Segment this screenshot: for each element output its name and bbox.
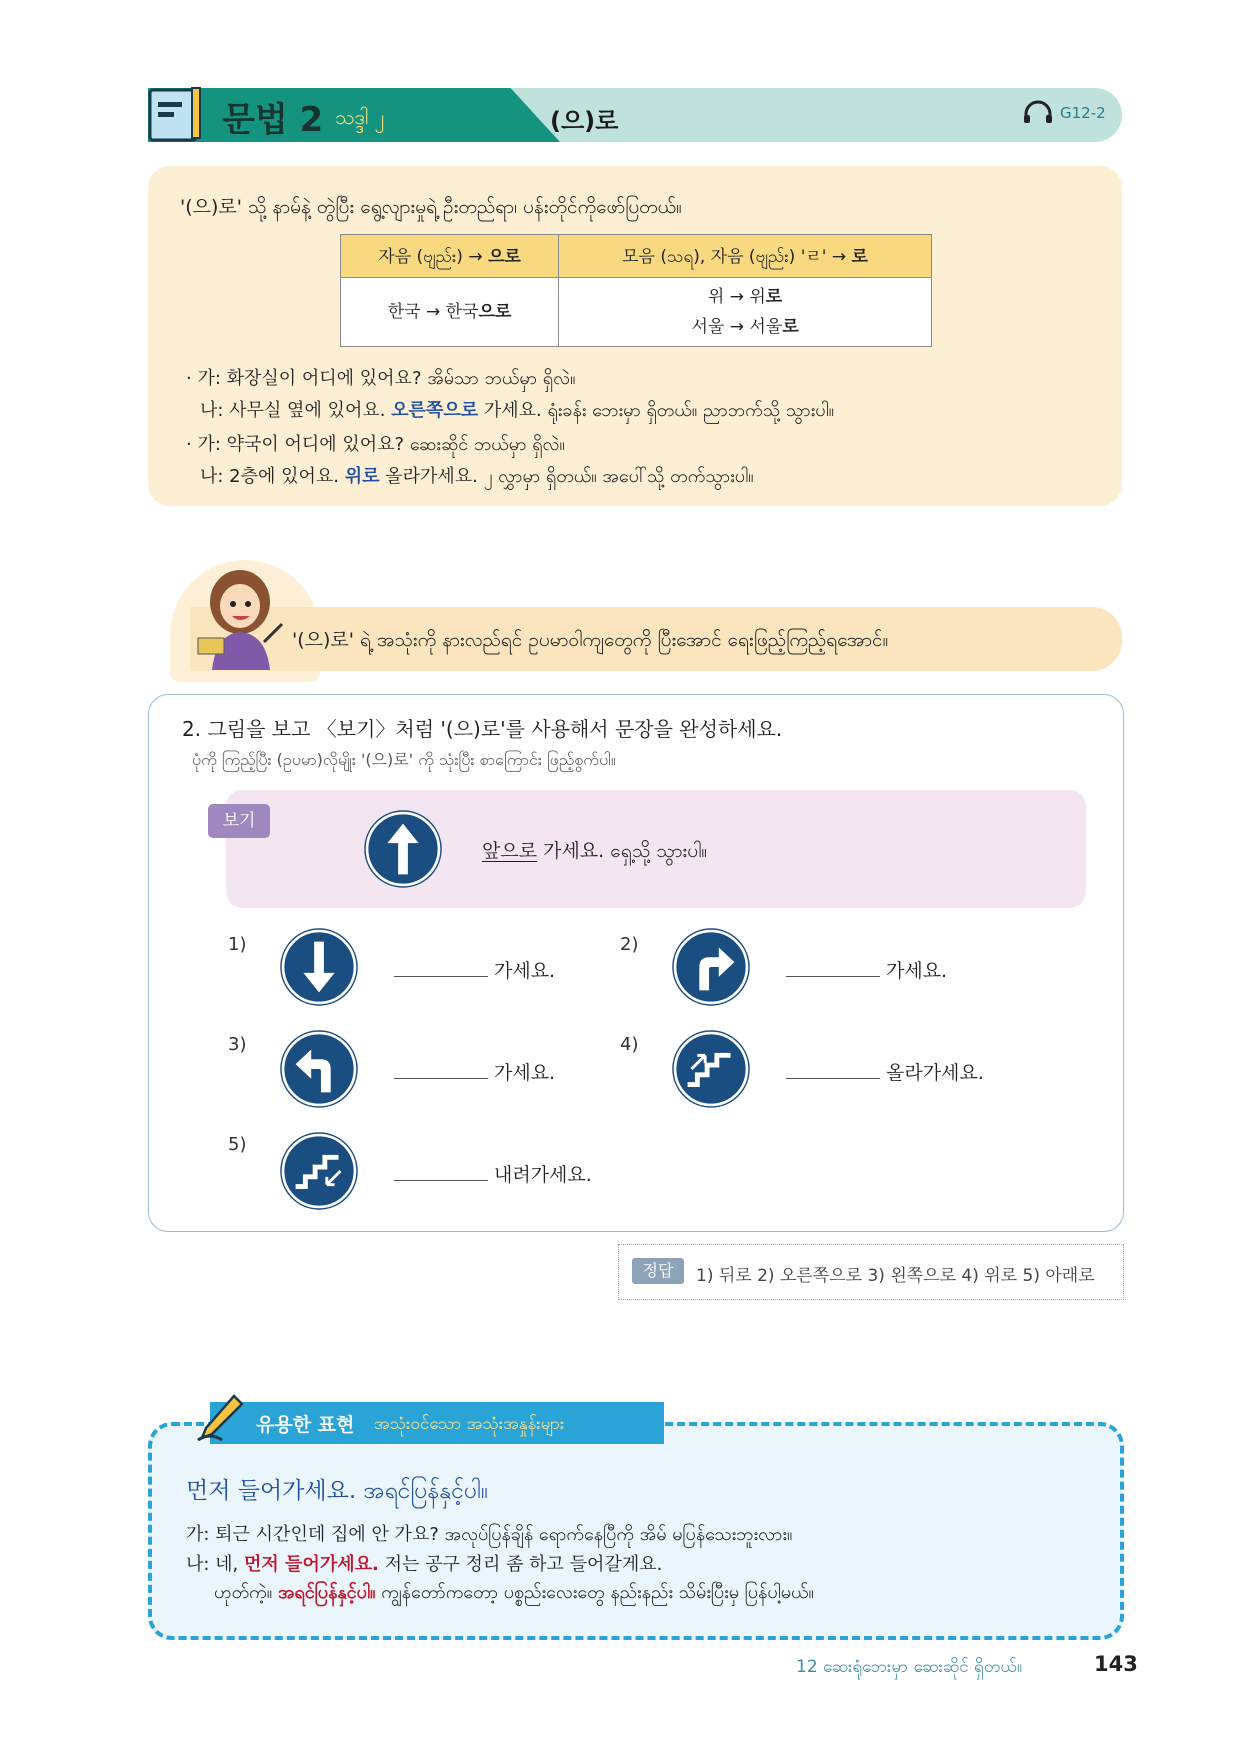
stairs-up-sign-icon — [672, 1030, 750, 1108]
item-3-number: 3) — [228, 1034, 247, 1055]
page-number: 143 — [1094, 1652, 1138, 1676]
table-cell-vowel-example: 위 → 위로 서울 → 서울로 — [559, 278, 932, 347]
grammar-point: (으)로 — [550, 107, 619, 135]
example-answer: 앞으로 가세요. ရှေ့သို့ သွားပါ။ — [482, 840, 708, 862]
item-2-number: 2) — [620, 934, 639, 955]
headphones-icon[interactable] — [1022, 100, 1054, 124]
item-3-answer[interactable]: 가세요. — [394, 1058, 555, 1085]
left-turn-sign-icon — [280, 1030, 358, 1108]
audio-code[interactable]: G12-2 — [1060, 104, 1106, 122]
useful-expression-label-mm: အသုံးဝင်သော အသုံးအနှုန်းများ — [374, 1414, 565, 1434]
example-2-line1: · 가: 약국이 어디에 있어요? ဆေးဆိုင် ဘယ်မှာ ရှိလဲ။ — [186, 434, 565, 455]
item-2-answer[interactable]: 가세요. — [786, 956, 947, 983]
answer-blank[interactable] — [786, 1078, 880, 1079]
useful-line-2: 나: 네, 먼저 들어가세요. 저는 공구 정리 좀 하고 들어갈게요. — [186, 1554, 663, 1575]
book-icon — [148, 86, 202, 142]
item-1-answer[interactable]: 가세요. — [394, 956, 555, 983]
useful-expression-label: 유용한 표현 — [256, 1414, 355, 1436]
item-5-answer[interactable]: 내려가세요. — [394, 1160, 592, 1187]
answer-blank[interactable] — [394, 976, 488, 977]
teacher-avatar-icon — [196, 566, 286, 670]
footer-chapter: 12 ဆေးရုံဘေးမှာ ဆေးဆိုင် ရှိတယ်။ — [796, 1657, 1023, 1677]
answer-blank[interactable] — [786, 976, 880, 977]
pencil-icon — [196, 1392, 246, 1444]
table-header-vowel: 모음 (သရ), 자음 (ဗျည်း) 'ㄹ' → 로 — [559, 235, 932, 278]
section-subtitle: သဒ္ဒါ ၂ — [335, 105, 385, 129]
right-turn-sign-icon — [672, 928, 750, 1006]
example-2-line2: 나: 2층에 있어요. 위로 올라가세요. ၂ လွှာမှာ ရှိတယ်။ အပေါ်သို့ တက်သွားပါ။ — [200, 466, 754, 487]
answer-text: 1) 뒤로 2) 오른쪽으로 3) 왼쪽으로 4) 위로 5) 아래로 — [696, 1266, 1095, 1286]
useful-line-3: ဟုတ်ကဲ့။ အရင်ပြန်နှင့်ပါ။ ကျွန်တော်ကတော့ ပစ္စည်းလေးတွေ နည်းနည်း သိမ်းပြီးမှ ပြန်ပါ့မယ်။ — [214, 1582, 814, 1603]
item-4-number: 4) — [620, 1034, 639, 1055]
section-title: 문법 2 — [222, 100, 324, 140]
example-1-line1: · 가: 화장실이 어디에 있어요? အိမ်သာ ဘယ်မှာ ရှိလဲ။ — [186, 368, 576, 389]
grammar-table — [340, 234, 932, 347]
exercise-question: 2. 그림을 보고 〈보기〉처럼 '(으)로'를 사용해서 문장을 완성하세요. — [182, 717, 783, 741]
answer-blank[interactable] — [394, 1180, 488, 1181]
table-header-consonant: 자음 (ဗျည်း) → 으로 — [341, 235, 559, 278]
down-arrow-sign-icon — [280, 928, 358, 1006]
example-tag: 보기 — [208, 804, 270, 838]
answer-tag: 정답 — [632, 1258, 684, 1284]
grammar-explanation: '(으)로' သို့ နာမ်နဲ့ တွဲပြီး ရွေ့လျားမှုရဲ့ ဦးတည်ရာ၊ ပန်းတိုင်ကိုဖော်ပြတယ်။ — [180, 196, 682, 218]
useful-expression-headline: 먼저 들어가세요. အရင်ပြန်နှင့်ပါ။ — [186, 1478, 489, 1504]
teacher-tip-text: '(으)로' ရဲ့ အသုံးကို နားလည်ရင် ဥပမာဝါကျတွေကို ပြီးအောင် ရေးဖြည့်ကြည့်ရအောင်။ — [292, 629, 889, 651]
exercise-question-mm: ပုံကို ကြည့်ပြီး (ဥပမာ)လိုမျိုး '(으)로' ကို သုံးပြီး စာကြောင်း ဖြည့်စွက်ပါ။ — [192, 750, 616, 769]
item-1-number: 1) — [228, 934, 247, 955]
example-1-line2: 나: 사무실 옆에 있어요. 오른쪽으로 가세요. ရုံးခန်း ဘေးမှာ ရှိတယ်။ ညာဘက်သို့ သွားပါ။ — [200, 400, 835, 421]
useful-line-1: 가: 퇴근 시간인데 집에 안 가요? အလုပ်ပြန်ချိန် ရောက်နေပြီကို အိမ် မပြန်သေးဘူးလား။ — [186, 1524, 793, 1545]
item-5-number: 5) — [228, 1134, 247, 1155]
table-cell-consonant-example: 한국 → 한국으로 — [341, 278, 559, 347]
item-4-answer[interactable]: 올라가세요. — [786, 1058, 984, 1085]
stairs-down-sign-icon — [280, 1132, 358, 1210]
answer-blank[interactable] — [394, 1078, 488, 1079]
up-arrow-sign-icon — [364, 810, 442, 888]
